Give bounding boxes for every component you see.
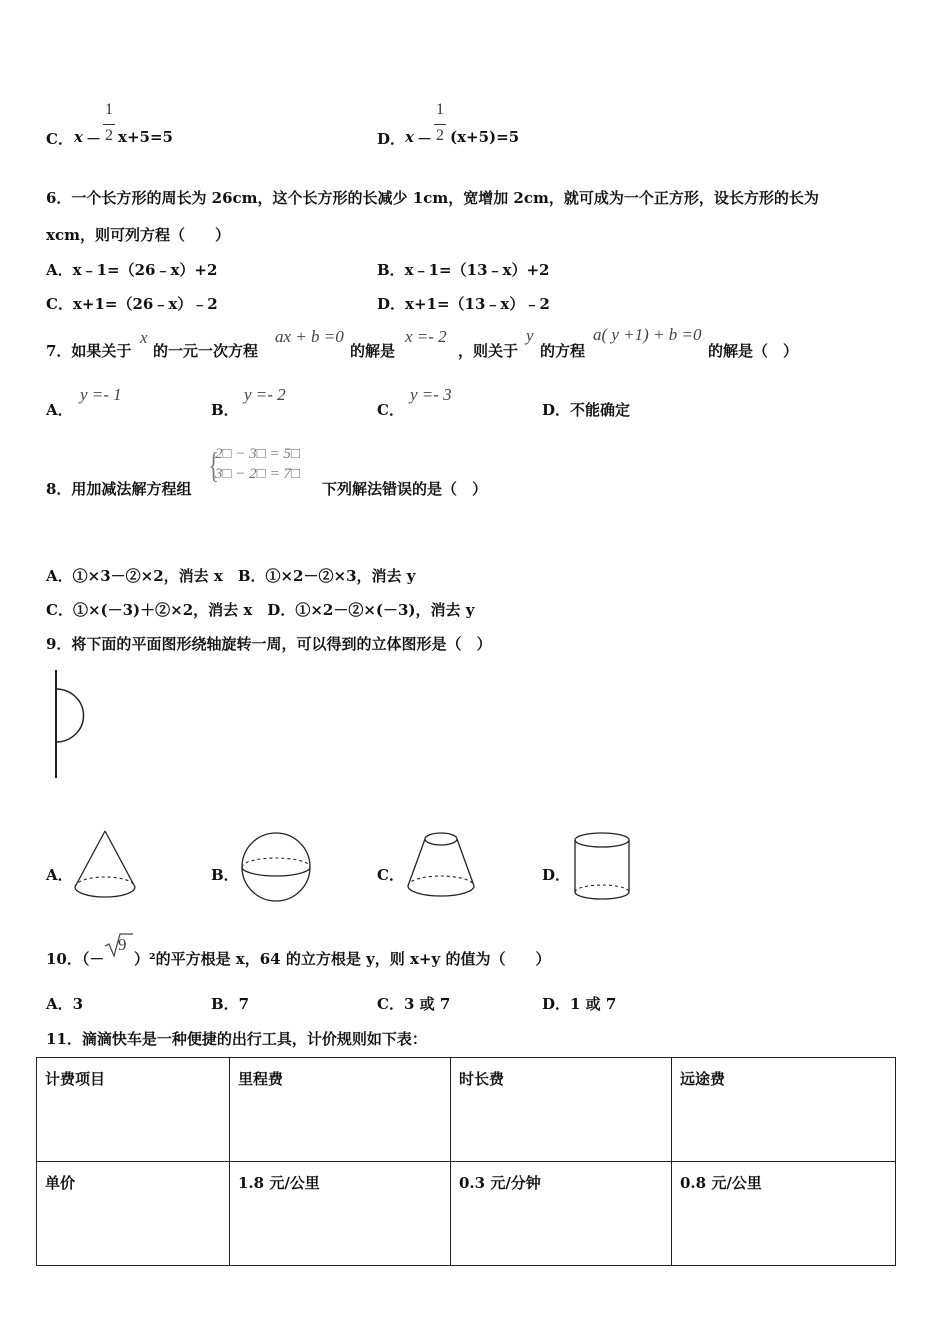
q7-text-5: 的方程 — [540, 342, 586, 360]
frustum-figure — [403, 828, 483, 908]
q6-option-a: A．x﹣1=（26﹣x）+2 — [46, 261, 218, 279]
q7-text-2: 的一元一次方程 — [153, 342, 259, 360]
q7-option-d-label: D．不能确定 — [542, 401, 631, 419]
q8-options-row-2: C．①×(－3)＋②×2，消去 x D．①×2－②×(－3)，消去 y — [46, 601, 475, 619]
q10-suffix: ）²的平方根是 x，64 的立方根是 y，则 x+y 的值为（ ） — [134, 950, 551, 968]
q5-d-rest: (x+5)=5 — [450, 128, 520, 146]
q7-math-y: y — [526, 326, 534, 345]
q9-plane-figure — [46, 665, 96, 785]
q6-stem-line2: xcm，则可列方程（ ） — [46, 226, 230, 244]
q7-option-b-math: y =- 2 — [244, 385, 286, 404]
fare-table — [36, 1057, 896, 1266]
q8-equation-1: 2□ − 3□ = 5□ — [215, 446, 300, 462]
q5-c-fraction-bar — [103, 124, 115, 125]
q10-option-d: D．1 或 7 — [542, 995, 617, 1013]
table-cell: 0.8 元/公里 — [672, 1162, 896, 1266]
table-cell: 1.8 元/公里 — [230, 1162, 451, 1266]
q6-option-d: D．x+1=（13﹣x）﹣2 — [377, 295, 550, 313]
q7-option-a-math: y =- 1 — [80, 385, 122, 404]
q7-math-solution: x =- 2 — [405, 327, 447, 346]
semicircle-shape — [56, 689, 84, 742]
q9-stem: 9．将下面的平面图形绕轴旋转一周，可以得到的立体图形是（ ） — [46, 635, 492, 653]
q9-option-c-label: C． — [377, 866, 404, 884]
sphere-figure — [237, 828, 317, 908]
q6-option-c: C．x+1=（26﹣x）﹣2 — [46, 295, 218, 313]
q10-radicand: 9 — [118, 935, 127, 954]
q8-equation-2: 3□ − 2□ = 7□ — [215, 466, 300, 482]
q5-c-numerator: 1 — [105, 101, 113, 118]
q9-option-b-label: B． — [211, 866, 239, 884]
q10-prefix: 10．（－ — [46, 950, 105, 968]
q5-d-numerator: 1 — [436, 101, 444, 118]
table-row — [37, 1162, 896, 1266]
q7-option-b-label: B． — [211, 401, 239, 419]
q10-option-b: B．7 — [211, 995, 250, 1013]
q8-equation-system — [205, 446, 320, 486]
q11-stem: 11．滴滴快车是一种便捷的出行工具，计价规则如下表： — [46, 1030, 427, 1048]
q7-option-a-label: A． — [46, 401, 73, 419]
q7-math-equation-2: a( y +1) + b =0 — [593, 325, 702, 344]
q9-option-d-label: D． — [542, 866, 571, 884]
q5-d-fraction-bar — [434, 124, 446, 125]
q5-c-rest: x+5=5 — [118, 128, 173, 146]
q7-option-c-label: C． — [377, 401, 404, 419]
q6-option-b: B．x﹣1=（13﹣x）+2 — [377, 261, 550, 279]
q7-option-c-math: y =- 3 — [410, 385, 452, 404]
q7-text-3: 的解是 — [350, 342, 396, 360]
table-header-row — [37, 1058, 896, 1162]
table-header-cell: 时长费 — [451, 1058, 672, 1162]
q7-text-6: 的解是（ ） — [708, 342, 799, 360]
q5-d-denominator: 2 — [436, 127, 444, 144]
q7-math-equation: ax + b =0 — [275, 327, 344, 346]
cone-figure — [70, 825, 145, 905]
table-header-cell: 里程费 — [230, 1058, 451, 1162]
q5-c-denominator: 2 — [105, 127, 113, 144]
q5-c-x: x — [74, 128, 83, 146]
q5-d-x: x — [405, 128, 414, 146]
cylinder-figure — [570, 828, 640, 908]
q5-d-minus: － — [417, 130, 433, 148]
q8-suffix: 下列解法错误的是（ ） — [322, 480, 488, 498]
table-cell: 单价 — [37, 1162, 230, 1266]
q5-c-minus: － — [86, 130, 102, 148]
q5-c-label: C． — [46, 130, 73, 148]
q8-options-row-1: A．①×3－②×2，消去 x B．①×2－②×3，消去 y — [46, 567, 416, 585]
q8-prefix: 8．用加减法解方程组 — [46, 480, 192, 498]
table-cell: 0.3 元/分钟 — [451, 1162, 672, 1266]
q7-math-x: x — [140, 328, 148, 347]
table-header-cell: 远途费 — [672, 1058, 896, 1162]
q5-d-label: D． — [377, 130, 406, 148]
q9-option-a-label: A． — [46, 866, 73, 884]
q10-option-a: A．3 — [46, 995, 84, 1013]
q7-text-1: 7．如果关于 — [46, 342, 132, 360]
q7-text-4: ，则关于 — [458, 342, 519, 360]
q8-brace: { — [208, 445, 219, 485]
q6-stem-line1: 6．一个长方形的周长为 26cm，这个长方形的长减少 1cm，宽增加 2cm，就可成为一个正方形，设长方形的长为 — [46, 189, 819, 207]
table-header-cell: 计费项目 — [37, 1058, 230, 1162]
q10-option-c: C．3 或 7 — [377, 995, 451, 1013]
